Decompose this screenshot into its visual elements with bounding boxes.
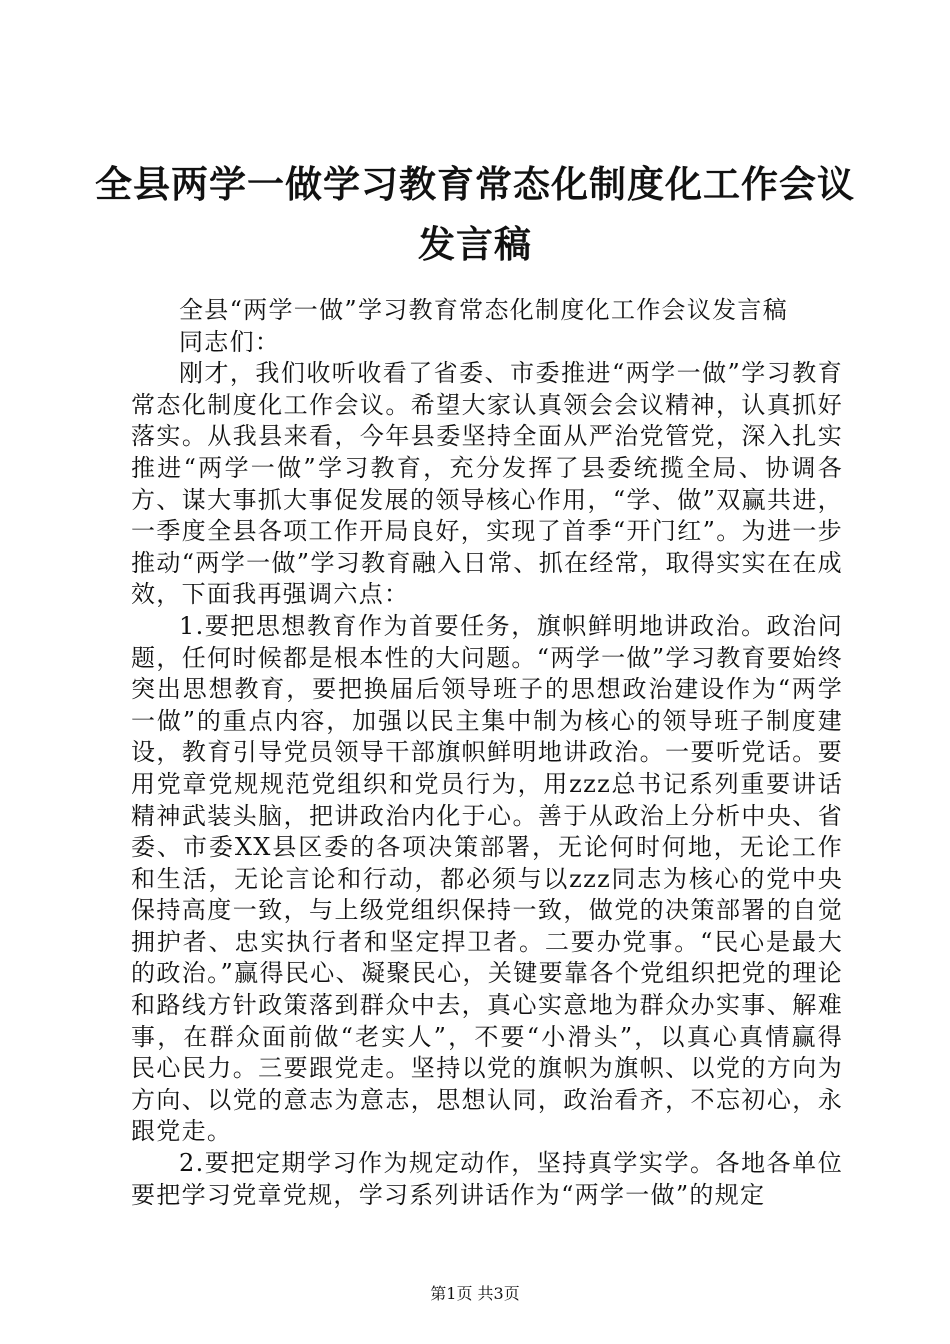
body-paragraph-heading: 全县“两学一做”学习教育常态化制度化工作会议发言稿 xyxy=(179,296,789,324)
page-footer: 第1页 共3页 xyxy=(430,1284,520,1303)
body-paragraph-intro: 刚才，我们收听收看了省委、市委推进“两学一做”学习教育常态化制度化工作会议。希望大家认真领会会议精神，认真抓好落实。从我县来看，今年县委坚持全面从严治党管党，深入扎实推进“两学一做”学习教育，充分发挥了县委统揽全局、协调各方、谋大事抓大事促发展的领导核心作用，“学、做”双赢共进，一季度全县各项工作开局良好，实现了首季“开门红”。为进一步推动“两学一做”学习教育融入日常、抓在经常，取得实实在在成效，下面我再强调六点： xyxy=(131,359,843,609)
body-paragraph-point-2: 2.要把定期学习作为规定动作，坚持真学实学。各地各单位要把学习党章党规，学习系列讲话作为“两学一做”的规定 xyxy=(131,1149,843,1209)
document-title-line-1: 全县两学一做学习教育常态化制度化工作会议 xyxy=(95,163,855,206)
document-body xyxy=(131,295,843,1211)
body-paragraph-point-1: 1.要把思想教育作为首要任务，旗帜鲜明地讲政治。政治问题，任何时候都是根本性的大问题。“两学一做”学习教育要始终突出思想教育，要把换届后领导班子的思想政治建设作为“两学一做”的重点内容，加强以民主集中制为核心的领导班子制度建设，教育引导党员领导干部旗帜鲜明地讲政治。一要听党话。要用党章党规规范党组织和党员行为，用zzz总书记系列重要讲话精神武装头脑，把讲政治内化于心。善于从政治上分析中央、省委、市委XX县区委的各项决策部署，无论何时何地，无论工作和生活，无论言论和行动，都必须与以zzz同志为核心的党中央保持高度一致，与上级党组织保持一致，做党的决策部署的自觉拥护者、忠实执行者和坚定捍卫者。二要办党事。“民心是最大的政治。”赢得民心、凝聚民心，关键要靠各个党组织把党的理论和路线方针政策落到群众中去，真心实意地为群众办实事、解难事，在群众面前做“老实人”，不要“小滑头”，以真心真情赢得民心民力。三要跟党走。坚持以党的旗帜为旗帜、以党的方向为方向、以党的意志为意志，思想认同，政治看齐，不忘初心，永跟党走。 xyxy=(131,611,843,1146)
document-title-line-2: 发言稿 xyxy=(418,223,532,266)
body-paragraph-salutation: 同志们： xyxy=(179,327,281,356)
